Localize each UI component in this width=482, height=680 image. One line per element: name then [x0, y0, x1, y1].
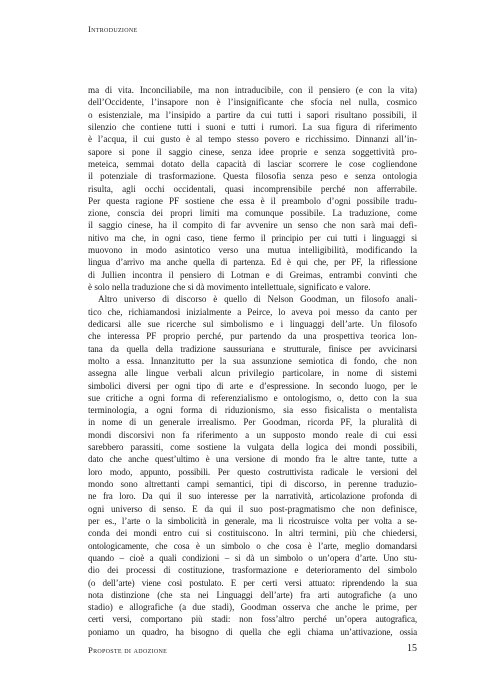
text-line: tana da quella della tradizione saussuriana e strutturale, finisce per avvicinarsi — [88, 343, 417, 354]
footer-book-title: Proposte di adozione — [88, 645, 168, 655]
text-line: sapore si pone il saggio cinese, senza idee proprie e senza soggettività pro- — [88, 146, 417, 157]
text-line: per es., l’arte o la simbolicità in generale, ma li ricostruisce volta per volta a se- — [88, 515, 417, 526]
text-line: assegna alle lingue verbali alcun privilegio particolare, in nome di sistemi — [88, 368, 417, 379]
text-line: sue critiche a ogni forma di referenzialismo e ontologismo, o, detto con la sua — [88, 392, 417, 403]
text-line: in nome di un generale irrealismo. Per Goodman, ricorda PF, la pluralità di — [88, 417, 417, 428]
text-line: mondi discorsivi non fa riferimento a un supposto mondo reale di cui essi — [88, 429, 417, 440]
text-line: muovono in modo asintotico verso una mutua intelligibilità, modificando la — [88, 245, 417, 256]
text-line: ne fra loro. Da qui il suo interesse per la narratività, articolazione profonda di — [88, 491, 417, 502]
text-line: dato che anche quest’ultimo è una versione di mondo fra le altre tante, tutte a — [88, 454, 417, 465]
text-line: poniamo un quadro, ha bisogno di quella che egli chiama un’attivazione, ossia — [88, 626, 417, 637]
text-line: che interessa PF proprio perché, pur partendo da una prospettiva teorica lon- — [88, 331, 417, 342]
text-line: lingua d’arrivo ma anche quella di partenza. Ed è qui che, per PF, la riflessione — [88, 257, 417, 268]
body-text — [88, 84, 417, 638]
text-line: è solo nella traduzione che si dà movimento intellettuale, significato e valore. — [88, 282, 371, 292]
text-line: ogni universo di senso. E da qui il suo post-pragmatismo che non definisce, — [88, 503, 417, 514]
page-number: 15 — [407, 643, 417, 654]
text-line: nitivo ma che, in ogni caso, tiene fermo il principio per cui tutti i linguaggi si — [88, 232, 417, 243]
text-line: il potenziale di trasformazione. Questa filosofia senza peso e senza ontologia — [88, 171, 417, 182]
text-line: zione, conscia dei propri limiti ma comunque possibile. La traduzione, come — [88, 208, 417, 219]
text-line: nota distinzione (che sta nei Linguaggi dell’arte) fra arti autografiche (a uno — [88, 589, 417, 600]
text-line: dedicarsi alle sue ricerche sul simbolismo e i linguaggi dell’arte. Un filosofo — [88, 318, 417, 329]
running-header: Introduzione — [88, 24, 138, 34]
text-line: ontologicamente, che cosa è un simbolo o che cosa è l’arte, meglio domandarsi — [88, 540, 417, 551]
text-line: dell’Occidente, l’insapore non è l’insignificante che sfocia nel nulla, cosmico — [88, 97, 417, 108]
text-line: meteica, semmai dotato della capacità di lasciar scorrere le cose cogliendone — [88, 158, 417, 169]
text-line: mondo sono altrettanti campi semantici, tipi di discorso, in perenne traduzio- — [88, 479, 417, 489]
text-line: risulta, agli occhi occidentali, quasi incomprensibile perché non afferrabile. — [88, 183, 417, 194]
text-line: dio dei processi di costituzione, trasformazione e deterioramento del simbolo — [88, 565, 417, 576]
text-line: Altro universo di discorso è quello di Nelson Goodman, un filosofo anali- — [98, 294, 417, 305]
text-line: silenzio che contiene tutti i suoni e tutti i rumori. La sua figura di riferimento — [88, 121, 417, 132]
text-line: (o dell’arte) viene così postulato. E per certi versi attuato: riprendendo la sua — [88, 577, 417, 588]
text-line: conda dei mondi entro cui si costituiscono. In altri termini, più che chiedersi, — [88, 528, 417, 539]
text-line: loro modo, appunto, possibili. Per questo costruttivista radicale le versioni del — [88, 466, 417, 477]
text-line: stadio) e allografiche (a due stadi), Goodman osserva che anche le prime, per — [88, 602, 417, 613]
text-line: sarebbero parassiti, come sostiene la vulgata della logica dei mondi possibili, — [88, 442, 417, 453]
text-line: di Jullien incontra il pensiero di Lotman e di Greimas, entrambi convinti che — [88, 269, 417, 280]
text-line: Per questa ragione PF sostiene che essa è il preambolo d’ogni possibile tradu- — [88, 195, 417, 206]
text-line: certi versi, comportano più stadi: non foss’altro perché un’opera autografica, — [88, 614, 417, 625]
text-line: quando – cioè a quali condizioni – si dà un simbolo o un’opera d’arte. Uno stu- — [88, 552, 417, 563]
text-line: tico che, richiamandosi inizialmente a Peirce, lo aveva poi messo da canto per — [88, 306, 417, 317]
text-line: o esistenziale, ma l’insipido a partire da cui tutti i sapori risultano possibili, il — [88, 109, 417, 120]
text-line: terminologia, a ogni forma di riduzionismo, sia esso fisicalista o mentalista — [88, 405, 417, 416]
text-line: molto a essa. Innanzitutto per la sua assunzione semiotica di fondo, che non — [88, 355, 417, 366]
text-line: il saggio cinese, ha il compito di far avvenire un senso che non sarà mai defi- — [88, 220, 417, 231]
text-line: è l’acqua, il cui gusto è al tempo stesso povero e ricchissimo. Dinnanzi all’in- — [88, 134, 417, 145]
text-line: simbolici diversi per ogni tipo di arte e d’espressione. In secondo luogo, per le — [88, 380, 417, 391]
text-line: ma di vita. Inconciliabile, ma non intraducibile, con il pensiero (e con la vita) — [88, 85, 417, 95]
